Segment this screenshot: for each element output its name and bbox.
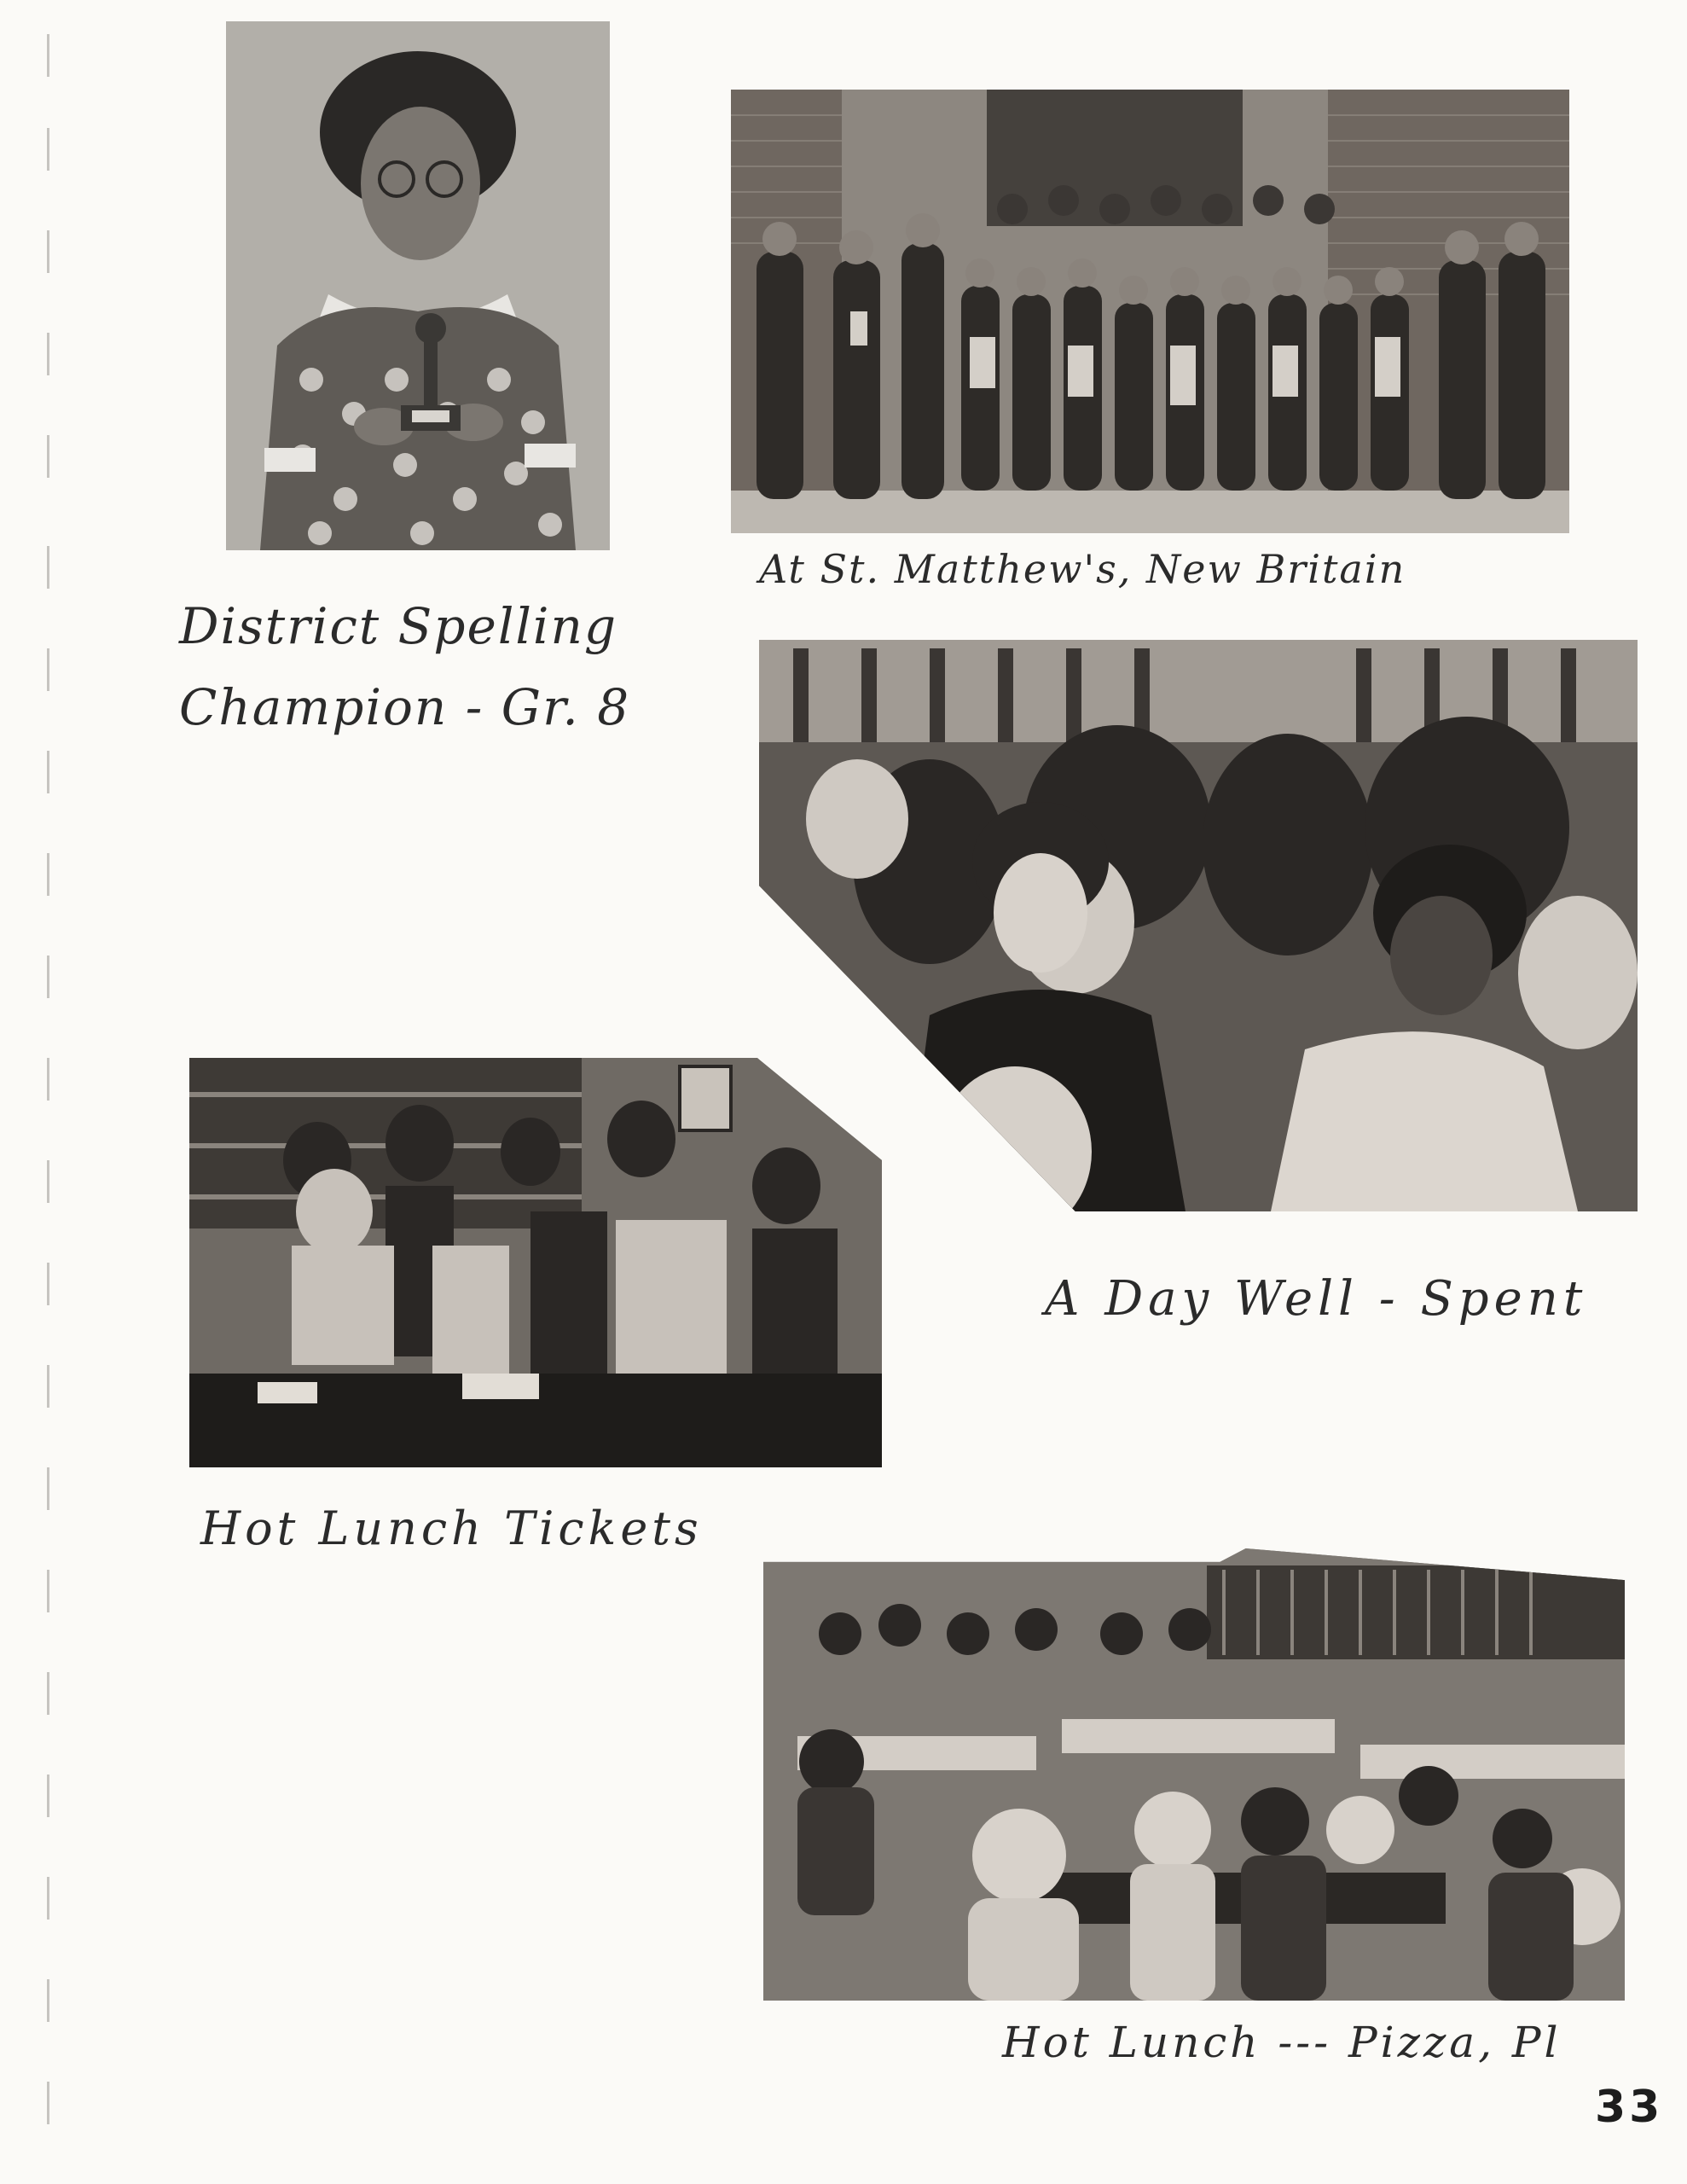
photo-hot-lunch xyxy=(763,1548,1625,2001)
caption-day-well-spent: A Day Well - Spent xyxy=(1045,1271,1588,1327)
binder-mark xyxy=(47,1774,49,1817)
binder-mark xyxy=(47,435,49,478)
st-matthews-image xyxy=(731,90,1569,533)
binder-mark xyxy=(47,956,49,998)
binder-mark xyxy=(47,1160,49,1203)
binder-mark xyxy=(47,1672,49,1715)
hot-lunch-tickets-image xyxy=(189,1058,882,1467)
binder-mark xyxy=(47,546,49,589)
binder-mark xyxy=(47,1570,49,1612)
binder-mark xyxy=(47,853,49,896)
caption-st-matthews: At St. Matthew's, New Britain xyxy=(759,546,1406,592)
photo-day-well-spent xyxy=(759,640,1638,1211)
binder-mark xyxy=(47,333,49,375)
binder-mark xyxy=(47,34,49,77)
binder-mark xyxy=(47,648,49,691)
binder-mark xyxy=(47,1365,49,1408)
binder-mark xyxy=(47,1263,49,1305)
photo-spelling-champion xyxy=(226,21,610,550)
binder-mark xyxy=(47,1877,49,1920)
caption-spelling-line2: Champion - Gr. 8 xyxy=(179,678,631,736)
binder-mark xyxy=(47,1058,49,1101)
page-number: 33 xyxy=(1595,2082,1664,2133)
binder-mark xyxy=(47,2082,49,2124)
binder-mark xyxy=(47,1467,49,1510)
photo-hot-lunch-tickets xyxy=(189,1058,882,1467)
day-well-spent-image xyxy=(759,640,1638,1211)
spelling-champion-image xyxy=(226,21,610,550)
caption-hot-lunch-tickets: Hot Lunch Tickets xyxy=(200,1502,703,1555)
binder-mark xyxy=(47,128,49,171)
photo-st-matthews-group xyxy=(731,90,1569,533)
binder-mark xyxy=(47,751,49,793)
binder-mark xyxy=(47,1979,49,2022)
caption-hot-lunch: Hot Lunch --- Pizza, Pl xyxy=(1002,2018,1562,2067)
hot-lunch-image xyxy=(763,1548,1625,2001)
caption-spelling-line1: District Spelling xyxy=(179,597,617,655)
binder-mark xyxy=(47,230,49,273)
